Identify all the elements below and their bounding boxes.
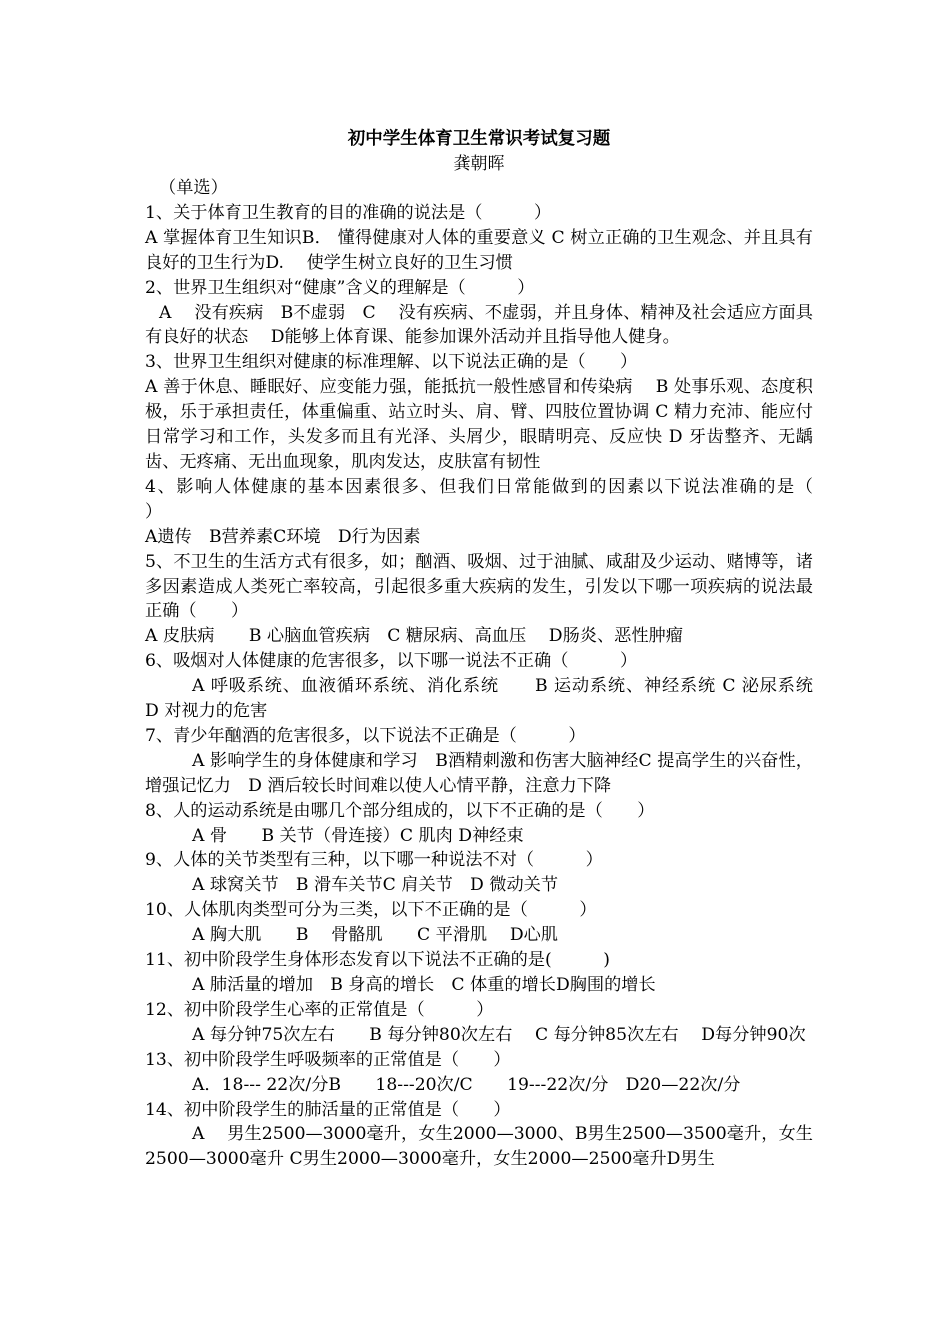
question-text: 14、初中阶段学生的肺活量的正常值是（ ） <box>145 1099 511 1120</box>
question-9 <box>145 848 813 898</box>
question-text: 4、影响人体健康的基本因素很多、但我们日常能做到的因素以下说法准确的是（ ） <box>145 476 865 522</box>
question-14 <box>145 1098 813 1173</box>
question-13 <box>145 1048 813 1098</box>
question-12 <box>145 998 813 1048</box>
question-text: 6、吸烟对人体健康的危害很多，以下哪一说法不正确（ ） <box>145 651 638 672</box>
document-title: 初中学生体育卫生常识考试复习题 <box>347 129 611 149</box>
section-label: （单选） <box>159 178 228 198</box>
question-text: 11、初中阶段学生身体形态发育以下说法不正确的是( ) <box>145 950 610 971</box>
question-options: A 呼吸系统、血液循环系统、消化系统 B 运动系统、神经系统 C 泌尿系统 D 对视力的危害 <box>145 676 836 722</box>
question-text: 7、青少年酗酒的危害很多，以下说法不正确是（ ） <box>145 725 586 746</box>
question-4 <box>145 475 865 550</box>
question-options: A 胸大肌 B 骨骼肌 C 平滑肌 D心肌 <box>192 925 559 946</box>
question-5 <box>145 550 813 650</box>
question-10 <box>145 898 813 948</box>
question-text: 2、世界卫生组织对“健康”含义的理解是（ ） <box>145 277 535 298</box>
question-options: A 没有疾病 B不虚弱 C 没有疾病、不虚弱，并且身体、精神及社会适应方面具有良好的状态 D能够上体育课、能参加课外活动并且指导他人健身。 <box>145 302 813 348</box>
question-options: A 球窝关节 B 滑车关节C 肩关节 D 微动关节 <box>192 875 559 896</box>
question-text: 8、人的运动系统是由哪几个部分组成的，以下不正确的是（ ） <box>145 800 655 821</box>
question-2 <box>145 276 813 351</box>
question-11 <box>145 948 813 998</box>
document-author: 龚朝晖 <box>453 154 505 174</box>
question-text: 1、关于体育卫生教育的目的准确的说法是（ ） <box>145 202 552 223</box>
document-body <box>145 126 865 1172</box>
question-options: A 每分钟75次左右 B 每分钟80次左右 C 每分钟85次左右 D每分钟90次 <box>192 1024 806 1045</box>
question-options: A 男生2500—3000毫升，女生2000—3000、B男生2500—3500毫升，女生2500—3000毫升 C男生2000—3000毫升，女生2000—2500毫升D男生 <box>145 1124 813 1170</box>
question-options: A 皮肤病 B 心脑血管疾病 C 糖尿病、高血压 D肠炎、恶性肿瘤 <box>145 626 683 647</box>
question-options: A 掌握体育卫生知识B． 懂得健康对人体的重要意义 C 树立正确的卫生观念、并且具有良好的卫生行为D. 使学生树立良好的卫生习惯 <box>145 227 813 273</box>
question-options: A 骨 B 关节（骨连接）C 肌肉 D神经束 <box>192 825 524 846</box>
question-text: 10、人体肌肉类型可分为三类，以下不正确的是（ ） <box>145 900 597 921</box>
question-options: A 影响学生的身体健康和学习 B酒精刺激和伤害大脑神经C 提高学生的兴奋性，增强记忆力 D 酒后较长时间难以使人心情平静，注意力下降 <box>145 750 813 796</box>
question-text: 13、初中阶段学生呼吸频率的正常值是（ ） <box>145 1049 511 1070</box>
question-7 <box>145 724 813 799</box>
question-text: 5、不卫生的生活方式有很多，如；酗酒、吸烟、过于油腻、咸甜及少运动、赌博等，诸多因素造成人类死亡率较高，引起很多重大疾病的发生，引发以下哪一项疾病的说法最正确（ ） <box>145 551 813 622</box>
question-1 <box>145 201 813 276</box>
question-text: 3、世界卫生组织对健康的标准理解、以下说法正确的是（ ） <box>145 352 638 373</box>
question-8 <box>145 799 813 849</box>
question-text: 9、人体的关节类型有三种，以下哪一种说法不对（ ） <box>145 850 603 871</box>
question-options: A 善于休息、睡眠好、应变能力强，能抵抗一般性感冒和传染病 B 处事乐观、态度积极，乐于承担责任，体重偏重、站立时头、肩、臂、四肢位置协调 C 精力充沛、能应付日常学习和工作，头发多而且有光泽、头屑少，眼睛明亮、反应快 D 牙齿整齐、无龋齿、无疼痛、无出血现象，肌肉发达，皮肤富有韧性 <box>145 377 813 472</box>
question-6 <box>145 649 836 724</box>
question-options: A．18--- 22次/分B 18---20次/C 19---22次/分 D20—22次/分 <box>192 1074 741 1095</box>
question-options: A遗传 B营养素C环境 D行为因素 <box>145 526 421 547</box>
question-text: 12、初中阶段学生心率的正常值是（ ） <box>145 999 494 1020</box>
question-options: A 肺活量的增加 B 身高的增长 C 体重的增长D胸围的增长 <box>192 975 656 995</box>
question-3 <box>145 350 813 475</box>
